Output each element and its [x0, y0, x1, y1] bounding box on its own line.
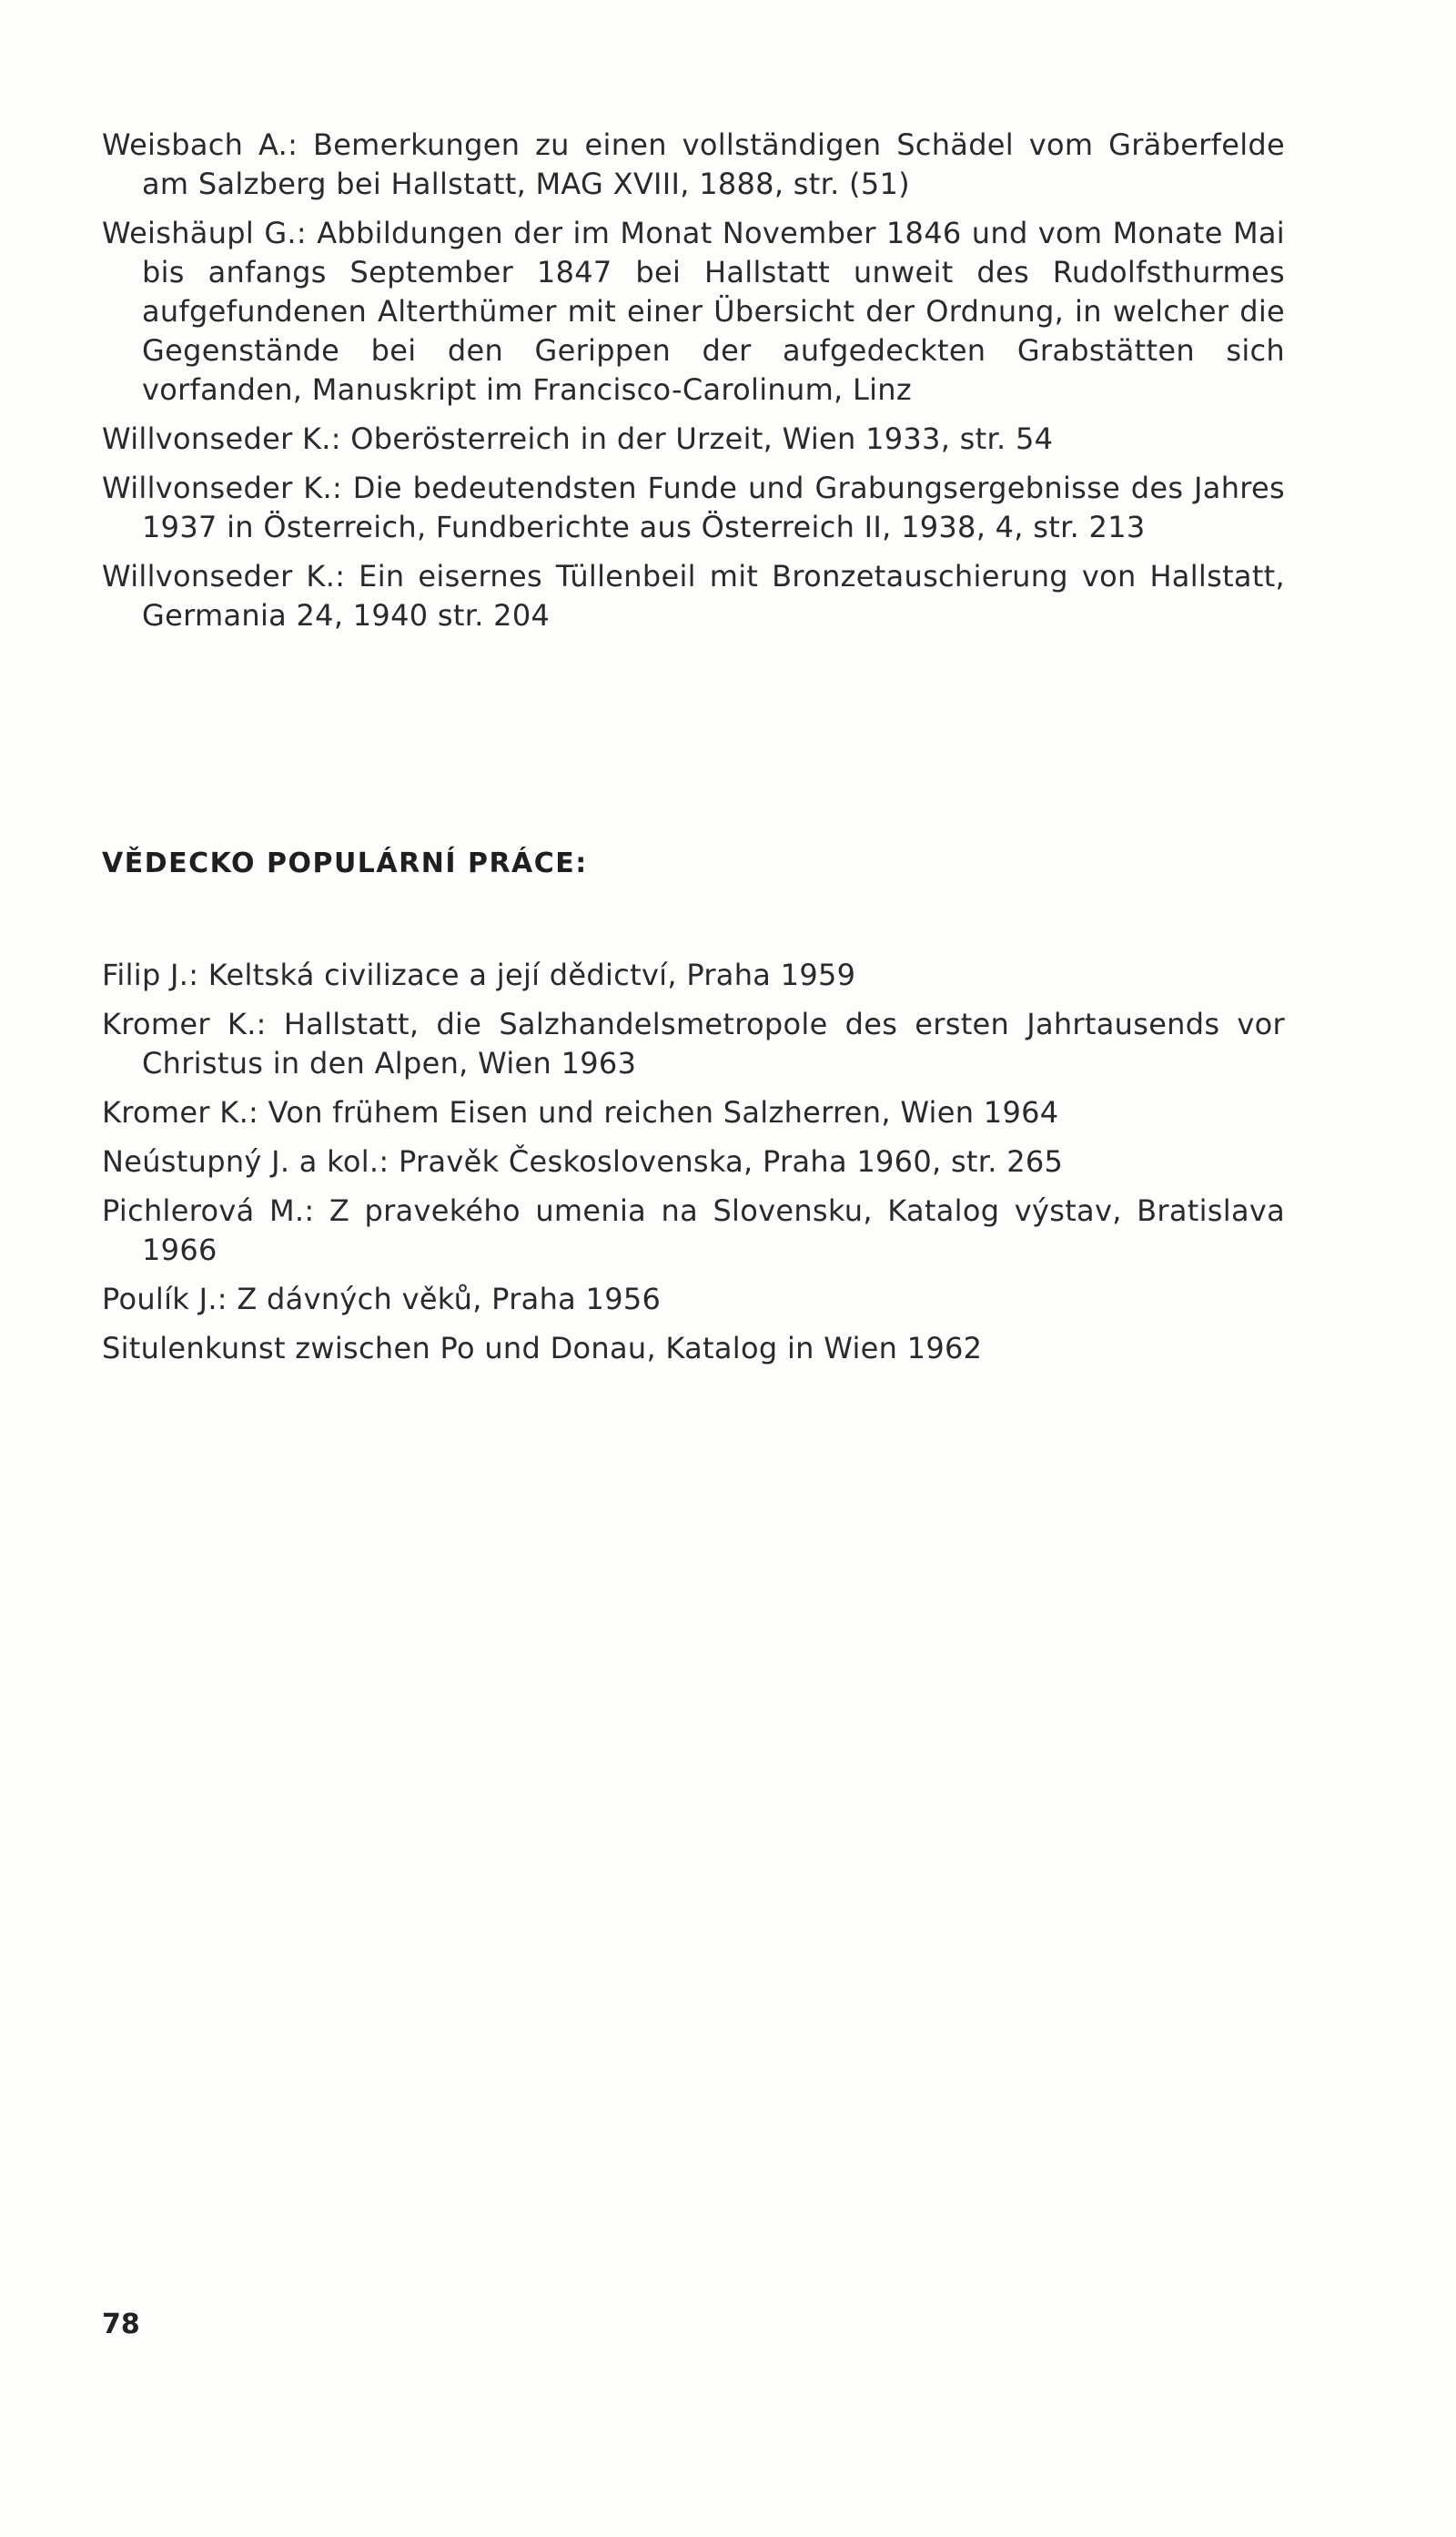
reference-entry: Pichlerová M.: Z pravekého umenia na Slovensku, Katalog výstav, Bratislava 1966: [102, 1193, 1285, 1267]
reference-entry: Poulík J.: Z dávných věků, Praha 1956: [102, 1282, 662, 1316]
reference-entry: Willvonseder K.: Oberösterreich in der Urzeit, Wien 1933, str. 54: [102, 421, 1054, 456]
reference-entry: Situlenkunst zwischen Po und Donau, Katalog in Wien 1962: [102, 1331, 983, 1365]
reference-entry: Willvonseder K.: Die bedeutendsten Funde und Grabungsergebnisse des Jahres 1937 in Österreich, Fundberichte aus Österreich II, 1938, 4, str. 213: [102, 471, 1285, 544]
reference-entry: Weishäupl G.: Abbildungen der im Monat November 1846 und vom Monate Mai bis anfangs September 1847 bei Hallstatt unweit des Rudolfsthurmes aufgefundenen Alterthümer mit einer Übersicht der Ordnung, in welcher die Gegenstände bei den Gerippen der aufgedeckten Grabstätten sich vorfanden, Manuskript im Francisco-Carolinum, Linz: [102, 216, 1285, 407]
section-heading: VĚDECKO POPULÁRNÍ PRÁCE:: [102, 847, 588, 879]
reference-entry: Kromer K.: Von frühem Eisen und reichen Salzherren, Wien 1964: [102, 1095, 1059, 1130]
reference-list-popular: [102, 956, 1285, 1378]
reference-entry: Willvonseder K.: Ein eisernes Tüllenbeil mit Bronzetauschierung von Hallstatt, Germania 24, 1940 str. 204: [102, 559, 1285, 633]
page-number: 78: [102, 2309, 140, 2340]
reference-entry: Neústupný J. a kol.: Pravěk Československa, Praha 1960, str. 265: [102, 1144, 1064, 1179]
reference-entry: Filip J.: Keltská civilizace a její dědictví, Praha 1959: [102, 958, 856, 992]
reference-list-scholarly: [102, 126, 1285, 645]
reference-entry: Weisbach A.: Bemerkungen zu einen vollständigen Schädel vom Gräberfelde am Salzberg bei Hallstatt, MAG XVIII, 1888, str. (51): [102, 127, 1285, 201]
reference-entry: Kromer K.: Hallstatt, die Salzhandelsmetropole des ersten Jahrtausends vor Christus in den Alpen, Wien 1963: [102, 1007, 1285, 1081]
